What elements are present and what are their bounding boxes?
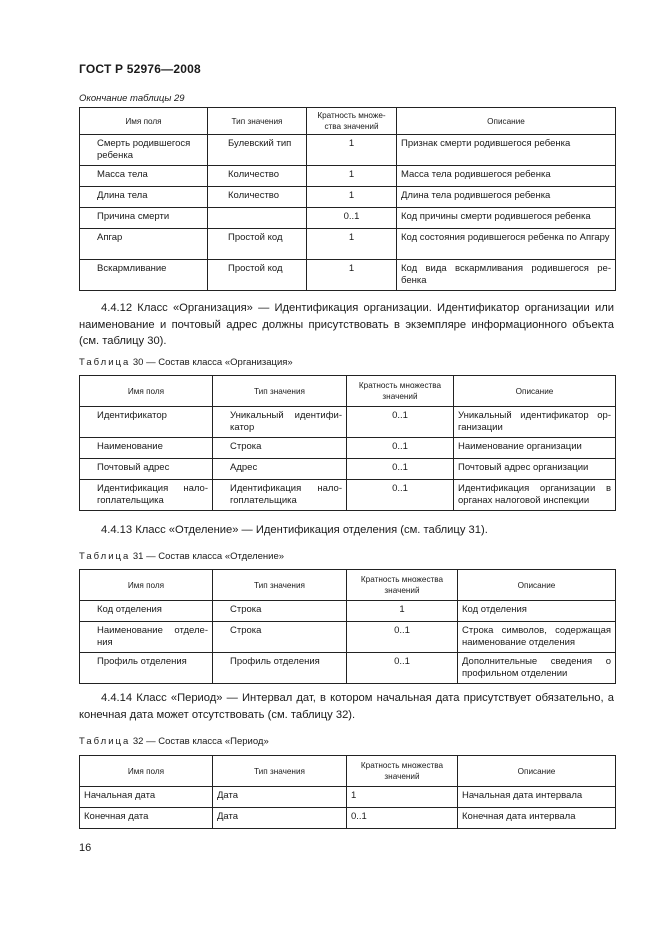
- cell-name: Смерть родившегося ребенка: [80, 135, 208, 166]
- table-30: [79, 375, 616, 511]
- cell-name: Профиль отделения: [80, 653, 213, 684]
- table-row: [80, 438, 616, 459]
- table31-caption-label: Таблица: [79, 551, 131, 562]
- col-header-description: Описание: [458, 756, 616, 787]
- col-header-description: Описание: [397, 108, 616, 135]
- paragraph-4-4-12: 4.4.12 Класс «Организация» — Идентификация организации. Идентификатор организации или наименование и почтовый адрес должны присутствовать в экземпляре информационного объекта (см. таблицу 30).: [79, 302, 614, 347]
- col-header-multiplicity: Кратность множе-ства значений: [307, 108, 397, 135]
- cell-type: Простой код: [208, 260, 307, 291]
- cell-description: Почтовый адрес организации: [454, 459, 616, 480]
- cell-name: Масса тела: [80, 166, 208, 187]
- cell-multiplicity: 0..1: [347, 459, 454, 480]
- table-row: [80, 459, 616, 480]
- cell-multiplicity: 0..1: [347, 438, 454, 459]
- cell-multiplicity: 0..1: [347, 622, 458, 653]
- table-32: [79, 755, 616, 829]
- cell-type: Количество: [208, 166, 307, 187]
- table-row: [80, 208, 616, 229]
- cell-description: Начальная дата интервала: [458, 787, 616, 808]
- col-header-multiplicity: Кратность множества значений: [347, 376, 454, 407]
- cell-name: Причина смерти: [80, 208, 208, 229]
- cell-type: Простой код: [208, 229, 307, 260]
- cell-multiplicity: 1: [307, 135, 397, 166]
- cell-description: Уникальный идентификатор ор-ганизации: [454, 407, 616, 438]
- cell-description: Строка символов, содержащая наименование отделения: [458, 622, 616, 653]
- cell-multiplicity: 0..1: [347, 653, 458, 684]
- col-header-name: Имя поля: [80, 756, 213, 787]
- cell-name: Апгар: [80, 229, 208, 260]
- cell-type: Дата: [213, 808, 347, 829]
- col-header-name: Имя поля: [80, 376, 213, 407]
- cell-description: Длина тела родившегося ребенка: [397, 187, 616, 208]
- table-row: [80, 229, 616, 260]
- table-row: [80, 480, 616, 511]
- table29-caption: Окончание таблицы 29: [79, 93, 185, 104]
- col-header-multiplicity: Кратность множества значений: [347, 756, 458, 787]
- cell-name: Идентификатор: [80, 407, 213, 438]
- table32-caption: [79, 736, 269, 747]
- cell-name: Конечная дата: [80, 808, 213, 829]
- table31-caption: [79, 551, 284, 562]
- cell-multiplicity: 1: [347, 601, 458, 622]
- cell-description: Дополнительные сведения о профильном отделении: [458, 653, 616, 684]
- col-header-description: Описание: [454, 376, 616, 407]
- cell-name: Идентификация нало-гоплательщика: [80, 480, 213, 511]
- table31-caption-text: 31 — Состав класса «Отделение»: [132, 551, 285, 562]
- paragraph-4-4-14: 4.4.14 Класс «Период» — Интервал дат, в котором начальная дата присутствует обязательно, а конечная дата может отсутствовать (см. таблицу 32).: [79, 692, 614, 721]
- document-header: ГОСТ Р 52976—2008: [79, 62, 201, 76]
- table-row: [80, 601, 616, 622]
- table-31: [79, 569, 616, 684]
- table-row: [80, 135, 616, 166]
- cell-description: Код вида вскармливания родившегося ре-бенка: [397, 260, 616, 291]
- cell-multiplicity: 1: [307, 229, 397, 260]
- col-header-multiplicity: Кратность множества значений: [347, 570, 458, 601]
- cell-multiplicity: 1: [347, 787, 458, 808]
- cell-description: Код причины смерти родившегося ребенка: [397, 208, 616, 229]
- table-row: [80, 407, 616, 438]
- col-header-type: Тип значения: [213, 376, 347, 407]
- col-header-type: Тип значения: [208, 108, 307, 135]
- cell-name: Почтовый адрес: [80, 459, 213, 480]
- table-row: [80, 260, 616, 291]
- cell-type: Дата: [213, 787, 347, 808]
- cell-name: Вскармливание: [80, 260, 208, 291]
- cell-description: Конечная дата интервала: [458, 808, 616, 829]
- table30-caption-label: Таблица: [79, 357, 131, 368]
- cell-description: Код отделения: [458, 601, 616, 622]
- cell-multiplicity: 1: [307, 166, 397, 187]
- cell-multiplicity: 0..1: [347, 480, 454, 511]
- cell-description: Признак смерти родившегося ребенка: [397, 135, 616, 166]
- cell-type: Строка: [213, 438, 347, 459]
- cell-type: Профиль отделения: [213, 653, 347, 684]
- table-row: [80, 622, 616, 653]
- col-header-name: Имя поля: [80, 108, 208, 135]
- table-row: [80, 166, 616, 187]
- table32-caption-label: Таблица: [79, 736, 131, 747]
- cell-multiplicity: 0..1: [307, 208, 397, 229]
- cell-type: Адрес: [213, 459, 347, 480]
- col-header-name: Имя поля: [80, 570, 213, 601]
- table30-caption-text: 30 — Состав класса «Организация»: [132, 357, 293, 368]
- table32-caption-text: 32 — Состав класса «Период»: [132, 736, 269, 747]
- table-row: [80, 187, 616, 208]
- cell-name: Длина тела: [80, 187, 208, 208]
- col-header-type: Тип значения: [213, 570, 347, 601]
- cell-multiplicity: 1: [307, 260, 397, 291]
- col-header-type: Тип значения: [213, 756, 347, 787]
- cell-type: Количество: [208, 187, 307, 208]
- cell-multiplicity: 0..1: [347, 407, 454, 438]
- table-29: [79, 107, 616, 291]
- cell-description: Код состояния родившегося ребенка по Апгару: [397, 229, 616, 260]
- table-row: [80, 787, 616, 808]
- cell-name: Наименование: [80, 438, 213, 459]
- table-row: [80, 808, 616, 829]
- paragraph-4-4-13: 4.4.13 Класс «Отделение» — Идентификация отделения (см. таблицу 31).: [101, 524, 488, 536]
- cell-type: [208, 208, 307, 229]
- cell-multiplicity: 1: [307, 187, 397, 208]
- cell-name: Код отделения: [80, 601, 213, 622]
- cell-name: Наименование отделе-ния: [80, 622, 213, 653]
- cell-type: Идентификация нало-гоплательщика: [213, 480, 347, 511]
- cell-description: Масса тела родившегося ребенка: [397, 166, 616, 187]
- table30-caption: [79, 357, 293, 368]
- cell-description: Наименование организации: [454, 438, 616, 459]
- cell-description: Идентификация организации в органах налоговой инспекции: [454, 480, 616, 511]
- table-row: [80, 653, 616, 684]
- cell-multiplicity: 0..1: [347, 808, 458, 829]
- cell-type: Строка: [213, 601, 347, 622]
- cell-type: Уникальный идентифи-катор: [213, 407, 347, 438]
- page-number: 16: [79, 842, 92, 854]
- col-header-description: Описание: [458, 570, 616, 601]
- cell-type: Строка: [213, 622, 347, 653]
- cell-name: Начальная дата: [80, 787, 213, 808]
- cell-type: Булевский тип: [208, 135, 307, 166]
